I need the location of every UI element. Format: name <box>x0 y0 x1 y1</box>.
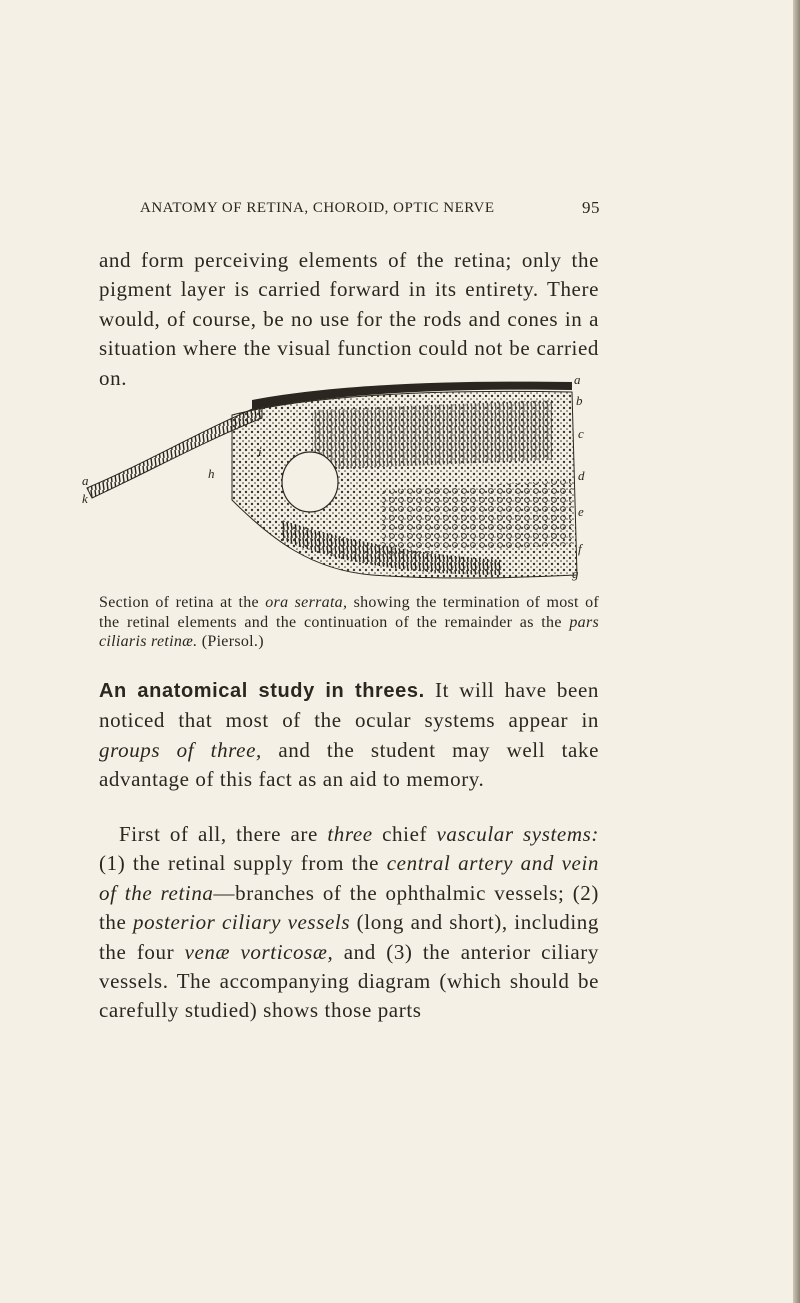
label-k: k <box>82 491 88 506</box>
cell-band <box>382 480 572 555</box>
fiber-columns <box>312 400 552 470</box>
label-h: h <box>208 466 215 481</box>
paragraph-3: First of all, there are three chief vascular systems: (1) the retinal supply from the central artery and vein of the retina—branches of the ophthalmic vessels; (2) the posterior ciliary vessels (long and short), including the four venæ vorticosæ, and (3) the anterior ciliary vessels. The accompanying diagram (which should be carefully studied) shows those parts <box>99 822 599 1023</box>
label-f: f <box>578 541 582 556</box>
label-e: e <box>578 504 584 519</box>
page-number: 95 <box>582 198 600 217</box>
label-a-right: a <box>574 372 581 387</box>
lacuna <box>282 452 338 512</box>
label-b: b <box>576 393 583 408</box>
label-a-left: a <box>82 473 89 488</box>
label-g: g <box>572 566 579 581</box>
page-edge <box>793 0 800 1303</box>
label-i: i <box>258 444 262 459</box>
figure-caption: Section of retina at the ora serrata, showing the termination of most of the retinal elements and the continuation of the remainder as the pars ciliaris retinæ. (Piersol.) <box>99 594 599 651</box>
running-title: ANATOMY OF RETINA, CHOROID, OPTIC NERVE <box>140 200 495 216</box>
label-d: d <box>578 468 585 483</box>
label-c: c <box>578 426 584 441</box>
paragraph-2: An anatomical study in threes. It will have been noticed that most of the ocular systems appear in groups of three, and the student may well take advantage of this fact as an aid to memory. <box>99 678 599 792</box>
section-heading: An anatomical study in threes. <box>99 680 425 702</box>
paragraph-1: and form perceiving elements of the retina; only the pigment layer is carried forward in its entirety. There would, of course, be no use for the rods and cones in a situation where the visual function could not be carried on. <box>99 248 599 390</box>
retina-section-figure <box>82 370 602 590</box>
